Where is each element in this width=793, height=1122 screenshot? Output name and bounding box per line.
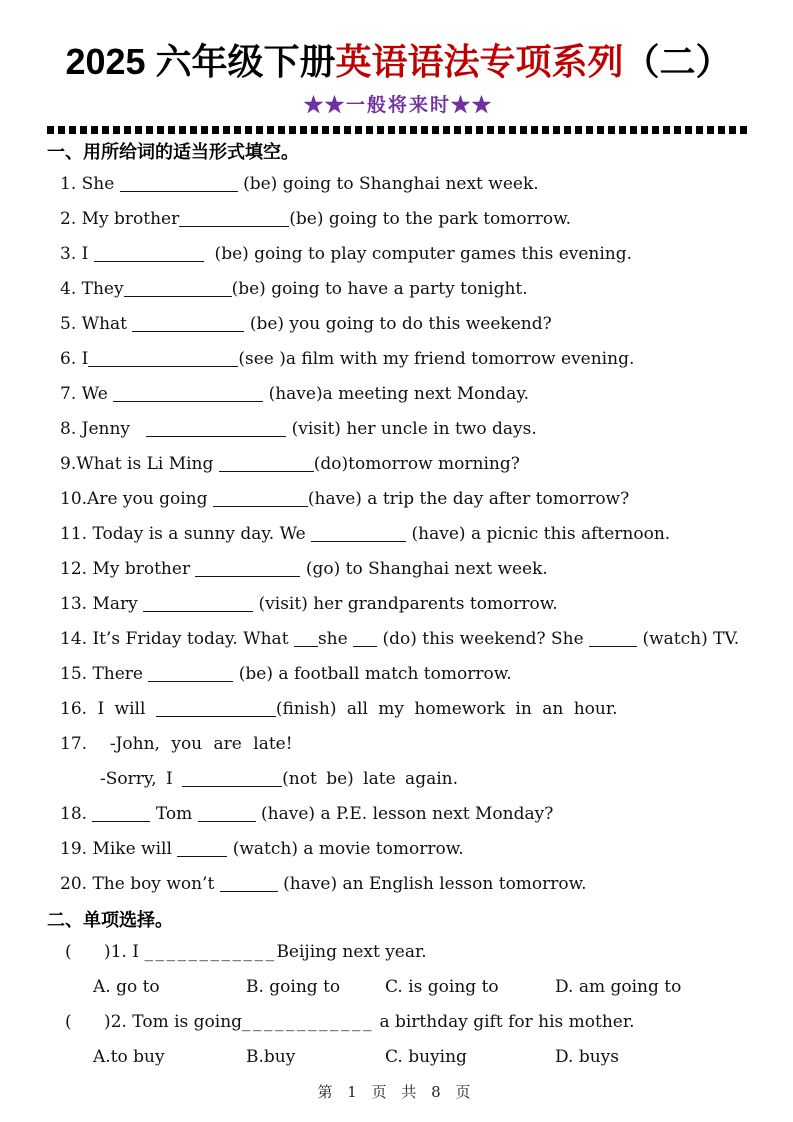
fill-in-blank[interactable]	[177, 856, 227, 857]
page-title	[47, 38, 750, 87]
section2-questions	[47, 935, 750, 1075]
fill-in-blank[interactable]	[179, 226, 289, 227]
text-segment: 10.Are you going	[60, 488, 213, 509]
mcq-stem	[47, 1005, 750, 1040]
text-segment: she	[317, 628, 354, 649]
exercise-line	[47, 482, 750, 517]
text-segment: ( )1. I	[65, 941, 145, 962]
fill-in-blank[interactable]: ____________	[242, 1011, 375, 1032]
mcq-option[interactable]: A. go to	[93, 976, 160, 997]
fill-in-blank[interactable]	[589, 646, 637, 647]
text-segment: ( )2. Tom is going	[65, 1011, 243, 1032]
text-segment: 11. Today is a sunny day. We	[60, 523, 312, 544]
fill-in-blank[interactable]	[156, 716, 276, 717]
fill-in-blank[interactable]	[88, 366, 238, 367]
section1-items	[47, 167, 750, 902]
text-segment: (have) a picnic this afternoon.	[406, 523, 671, 544]
fill-in-blank[interactable]	[195, 576, 300, 577]
exercise-line	[47, 202, 750, 237]
text-segment: 20. The boy won’t	[60, 873, 220, 894]
text-segment: (visit) her uncle in two days.	[286, 418, 537, 439]
exercise-line	[47, 552, 750, 587]
fill-in-blank[interactable]	[146, 436, 286, 437]
exercise-line	[47, 587, 750, 622]
text-segment: (have)a meeting next Monday.	[263, 383, 530, 404]
fill-in-blank[interactable]	[94, 261, 204, 262]
fill-in-blank[interactable]	[213, 506, 308, 507]
fill-in-blank[interactable]	[220, 891, 278, 892]
exercise-line	[47, 867, 750, 902]
exercise-line	[47, 237, 750, 272]
text-segment: 13. Mary	[60, 593, 144, 614]
section2-heading: 二、单项选择。	[47, 909, 173, 930]
fill-in-blank[interactable]	[182, 786, 282, 787]
mcq-option[interactable]: C. buying	[385, 1046, 467, 1067]
text-segment: (finish) all my homework in an hour.	[275, 698, 618, 719]
text-segment: (be) a football match tomorrow.	[233, 663, 512, 684]
mcq-option[interactable]: D. buys	[555, 1046, 619, 1067]
page-footer: 第 1 页 共 8 页	[317, 1083, 476, 1101]
text-segment: (visit) her grandparents tomorrow.	[253, 593, 558, 614]
text-segment: (watch) a movie tomorrow.	[227, 838, 464, 859]
fill-in-blank[interactable]	[198, 821, 256, 822]
text-segment: (be) going to have a party tonight.	[231, 278, 528, 299]
text-segment: 5. What	[60, 313, 133, 334]
mcq-options-row	[47, 1040, 750, 1075]
text-segment: 15. There	[60, 663, 149, 684]
exercise-line	[47, 657, 750, 692]
text-segment: 12. My brother	[60, 558, 196, 579]
exercise-line	[47, 762, 750, 797]
text-segment: (do) this weekend? She	[377, 628, 590, 649]
exercise-line	[47, 412, 750, 447]
exercise-line	[47, 307, 750, 342]
text-segment: (be) going to play computer games this evening.	[203, 243, 633, 264]
fill-in-blank[interactable]	[132, 331, 244, 332]
fill-in-blank[interactable]	[148, 681, 233, 682]
mcq-option[interactable]: D. am going to	[555, 976, 682, 997]
exercise-line	[47, 167, 750, 202]
title-part-black: 2025 六年级下册	[65, 41, 336, 82]
text-segment: 16. I will	[60, 698, 156, 719]
exercise-line	[47, 832, 750, 867]
exercise-line	[47, 377, 750, 412]
text-segment: (see )a film with my friend tomorrow evening.	[238, 348, 635, 369]
fill-in-blank[interactable]	[120, 191, 238, 192]
exercise-line	[47, 727, 750, 762]
mcq-options-row	[47, 970, 750, 1005]
fill-in-blank[interactable]	[294, 646, 318, 647]
text-segment: 2. My brother	[60, 208, 180, 229]
page-subtitle: ★★一般将来时★★	[303, 94, 493, 116]
text-segment: (watch) TV.	[637, 628, 740, 649]
dotted-divider	[47, 126, 750, 134]
text-segment: -Sorry, I	[100, 768, 183, 789]
section1-heading: 一、用所给词的适当形式填空。	[47, 141, 299, 162]
exercise-line	[47, 447, 750, 482]
text-segment: 4. They	[60, 278, 124, 299]
mcq-option[interactable]: B. going to	[246, 976, 341, 997]
text-segment: Tom	[150, 803, 198, 824]
fill-in-blank[interactable]	[219, 471, 314, 472]
exercise-line	[47, 692, 750, 727]
text-segment: (not be) late again.	[282, 768, 458, 789]
text-segment: 19. Mike will	[60, 838, 178, 859]
text-segment: (be) going to the park tomorrow.	[289, 208, 572, 229]
mcq-option[interactable]: A.to buy	[93, 1046, 165, 1067]
fill-in-blank[interactable]	[311, 541, 406, 542]
text-segment: 8. Jenny	[60, 418, 147, 439]
title-part-red: 英语语法专项系列	[335, 41, 624, 82]
text-segment: 3. I	[60, 243, 94, 264]
text-segment: a birthday gift for his mother.	[374, 1011, 635, 1032]
fill-in-blank[interactable]	[113, 401, 263, 402]
text-segment: 6. I	[60, 348, 89, 369]
text-segment: 7. We	[60, 383, 114, 404]
exercise-line	[47, 272, 750, 307]
exercise-line	[47, 517, 750, 552]
mcq-option[interactable]: B.buy	[246, 1046, 296, 1067]
text-segment: (be) you going to do this weekend?	[244, 313, 552, 334]
text-segment: Beijing next year.	[276, 941, 427, 962]
text-segment: 18.	[60, 803, 93, 824]
fill-in-blank[interactable]	[92, 821, 150, 822]
fill-in-blank[interactable]	[143, 611, 253, 612]
text-segment: (have) a trip the day after tomorrow?	[307, 488, 630, 509]
text-segment: (go) to Shanghai next week.	[300, 558, 548, 579]
text-segment: (have) a P.E. lesson next Monday?	[255, 803, 554, 824]
mcq-stem	[47, 935, 750, 970]
text-segment: (do)tomorrow morning?	[313, 453, 520, 474]
fill-in-blank[interactable]: ____________	[144, 941, 277, 962]
text-segment: (be) going to Shanghai next week.	[237, 173, 539, 194]
mcq-option[interactable]: C. is going to	[385, 976, 499, 997]
text-segment: 14. It’s Friday today. What	[60, 628, 294, 649]
text-segment: 1. She	[60, 173, 120, 194]
exercise-line	[47, 342, 750, 377]
exercise-line	[47, 622, 750, 657]
text-segment: 17. -John, you are late!	[60, 733, 293, 754]
title-part-tail: （二）	[623, 41, 732, 82]
fill-in-blank[interactable]	[353, 646, 377, 647]
exercise-line	[47, 797, 750, 832]
fill-in-blank[interactable]	[124, 296, 232, 297]
text-segment: 9.What is Li Ming	[60, 453, 219, 474]
text-segment: (have) an English lesson tomorrow.	[277, 873, 587, 894]
